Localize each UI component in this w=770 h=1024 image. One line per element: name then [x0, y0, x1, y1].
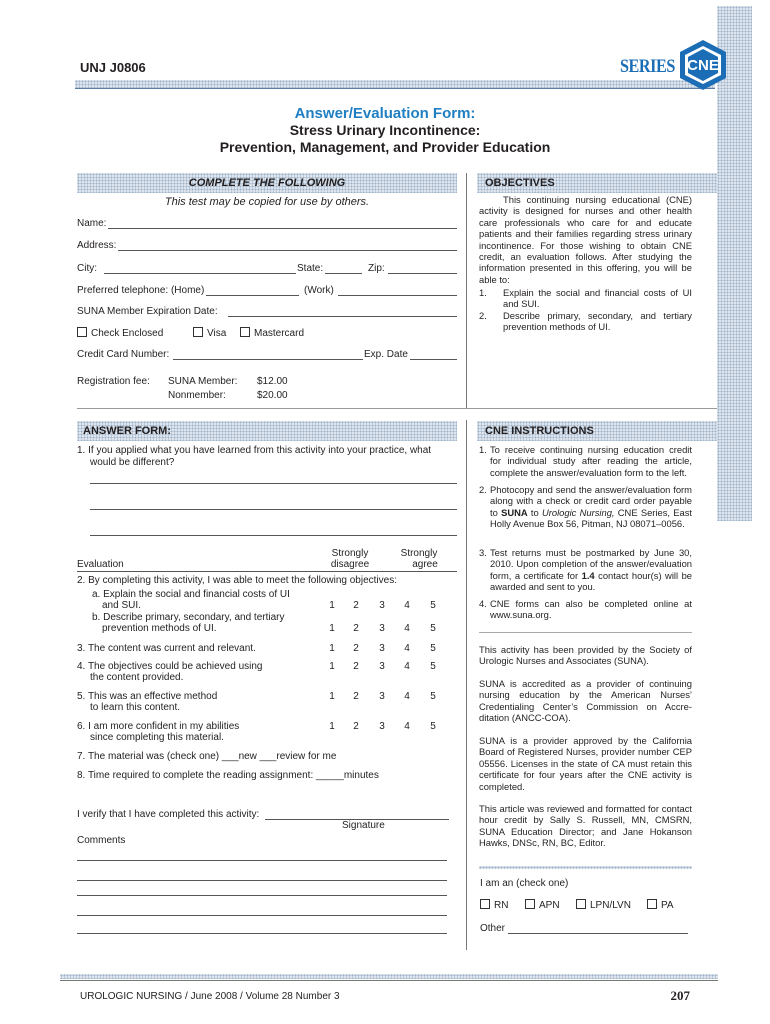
other-label: Other [480, 923, 506, 934]
rating-4: 4 [404, 643, 410, 654]
header-band [75, 80, 715, 88]
q7-text: 7. The material was (check one) ___new ___review for me [77, 751, 337, 762]
cne-instruction-3: 3. Test returns must be postmarked by June 30, 2010. Upon completion of the answer/evaluation form, a certificate for 1.4 contact hour(s) will be awarded and sent to you. [479, 547, 692, 593]
objectives-heading: OBJECTIVES [485, 177, 555, 189]
q2a-line1: a. Explain the social and financial costs of UI [92, 589, 290, 600]
rating-3: 3 [379, 600, 385, 611]
mastercard-checkbox[interactable] [240, 327, 250, 337]
suna-member-label: SUNA Member: [168, 376, 238, 387]
rating-5: 5 [430, 691, 436, 702]
rating-4: 4 [404, 691, 410, 702]
rating-3: 3 [379, 721, 385, 732]
rating-2: 2 [353, 643, 359, 654]
q5-line2: to learn this content. [90, 702, 181, 713]
accreditation-paragraph: SUNA is accredited as a provider of continuing nursing education by the American Nurses’ Credentialing Center’s Commission on Accreditation (ANCC-COA). [479, 678, 692, 724]
rating-1: 1 [329, 721, 335, 732]
role-divider [479, 866, 692, 869]
rating-4: 4 [404, 661, 410, 672]
journal-citation: UROLOGIC NURSING / June 2008 / Volume 28 Number 3 [80, 991, 340, 1002]
nonmember-label: Nonmember: [168, 390, 226, 401]
reviewer-paragraph: This article was reviewed and formatted for contact hour credit by Sally S. Russell, MN, CMSRN, SUNA Education Director; and Jane Hokanson Hawks, DNSc, RN, BC, Editor. [479, 803, 692, 849]
provider-paragraph: This activity has been provided by the Society of Urologic Nurses and Associates (SUNA). [479, 644, 692, 667]
rating-5: 5 [430, 600, 436, 611]
footer-band [60, 974, 718, 979]
role-rn-checkbox[interactable] [480, 899, 490, 909]
other-field[interactable] [508, 933, 688, 934]
visa-label: Visa [207, 328, 227, 339]
comments-line-3[interactable] [77, 895, 447, 896]
comments-line-1[interactable] [77, 860, 447, 861]
q4-line2: the content provided. [90, 672, 184, 683]
cne-heading-band [477, 421, 717, 441]
rating-2: 2 [353, 661, 359, 672]
complete-heading-band [77, 173, 457, 193]
address-label: Address: [77, 240, 117, 251]
suna-exp-label: SUNA Member Expiration Date: [77, 306, 218, 317]
rating-3: 3 [379, 661, 385, 672]
role-apn-option[interactable] [525, 899, 560, 912]
q2b-line1: b. Describe primary, secondary, and tertiary [92, 612, 285, 623]
suna-member-fee: $12.00 [257, 376, 288, 387]
q4-line1: 4. The objectives could be achieved using [77, 661, 263, 672]
evaluation-rule [77, 571, 457, 572]
series-word: SERIES [620, 56, 675, 77]
exp-date-label: Exp. Date [364, 349, 408, 360]
rating-4: 4 [404, 721, 410, 732]
q2a-line2: and SUI. [102, 600, 141, 611]
form-subtitle-1: Stress Urinary Incontinence: [289, 122, 481, 138]
rating-2: 2 [353, 721, 359, 732]
role-rn-option[interactable] [480, 899, 508, 912]
signature-label: Signature [342, 820, 385, 831]
check-enclosed-label: Check Enclosed [91, 328, 164, 339]
form-title: Answer/Evaluation Form: [294, 105, 476, 122]
role-pa-checkbox[interactable] [647, 899, 657, 909]
rating-1: 1 [329, 643, 335, 654]
role-rn-label: RN [494, 900, 509, 911]
cne-logo-text: CNE [687, 57, 719, 74]
strongly-disagree-1: Strongly [331, 548, 369, 559]
visa-option[interactable] [193, 327, 226, 340]
rating-4: 4 [404, 600, 410, 611]
cne-instruction-4: 4. CNE forms can also be completed online at www.suna.org. [479, 598, 692, 621]
q8-text: 8. Time required to complete the reading assignment: _____minutes [77, 770, 379, 781]
role-pa-option[interactable] [647, 899, 674, 912]
name-field[interactable] [108, 228, 457, 229]
objective-item-2: 2. Describe primary, secondary, and tertiary prevention methods of UI. [479, 310, 692, 333]
suna-exp-field[interactable] [228, 316, 457, 317]
complete-heading: COMPLETE THE FOLLOWING [188, 177, 346, 189]
role-prompt: I am an (check one) [480, 878, 569, 889]
answer-heading-band [77, 421, 457, 441]
rating-1: 1 [329, 623, 335, 634]
q3-text: 3. The content was current and relevant. [77, 643, 256, 654]
nonmember-fee: $20.00 [257, 390, 288, 401]
california-paragraph: SUNA is a provider approved by the California Board of Registered Nurses, provider number CEP 05556. Licenses in the state of CA must retain this certificate for four years after the CNE activity is completed. [479, 735, 692, 792]
objectives-text: This continuing nursing educational (CNE) activity is designed for nurses and other health care professionals who care for and educate patients and their families regarding stress urinary incontinence. For those wishing to obtain CNE credit, an evaluation follows. After studying the information presented in this offering, you will be able to: [479, 194, 692, 285]
q5-line1: 5. This was an effective method [77, 691, 218, 702]
name-label: Name: [77, 218, 107, 229]
reg-fee-label: Registration fee: [77, 376, 150, 387]
header-rule [75, 88, 715, 89]
rating-4: 4 [404, 623, 410, 634]
rating-1: 1 [329, 661, 335, 672]
cne-instruction-2: 2. Photocopy and send the answer/evaluation form along with a check or credit card order payable to SUNA to Urologic Nursing, CNE Series, East Holly Avenue Box 56, Pitman, NJ 08071–0056. [479, 484, 693, 530]
role-apn-label: APN [539, 900, 560, 911]
q1-answer-line-3[interactable] [90, 535, 457, 536]
work-phone-label: (Work) [304, 285, 334, 296]
comments-label: Comments [77, 835, 126, 846]
work-phone-field[interactable] [338, 295, 457, 296]
q6-line1: 6. I am more confident in my abilities [77, 721, 240, 732]
q2-text: 2. By completing this activity, I was able to meet the following objectives: [77, 575, 397, 586]
rating-5: 5 [430, 661, 436, 672]
role-lpn-option[interactable] [576, 899, 631, 912]
rating-3: 3 [379, 623, 385, 634]
role-lpn-label: LPN/LVN [590, 900, 631, 911]
page-number: 207 [670, 988, 690, 1003]
state-field[interactable] [325, 273, 362, 274]
footer-rule [60, 980, 718, 981]
q1-text-line2: would be different? [90, 457, 175, 468]
comments-line-2[interactable] [77, 880, 447, 881]
article-code: UNJ J0806 [80, 60, 146, 75]
q1-answer-line-2[interactable] [90, 509, 457, 510]
mastercard-label: Mastercard [254, 328, 305, 339]
rating-1: 1 [329, 600, 335, 611]
q1-answer-line-1[interactable] [90, 483, 457, 484]
visa-checkbox[interactable] [193, 327, 203, 337]
home-phone-field[interactable] [206, 295, 299, 296]
cc-number-field[interactable] [173, 359, 363, 360]
rating-2: 2 [353, 623, 359, 634]
rating-3: 3 [379, 643, 385, 654]
mastercard-option[interactable] [240, 327, 304, 340]
rating-2: 2 [353, 691, 359, 702]
column-divider-bottom [466, 420, 467, 950]
state-label: State: [297, 263, 324, 274]
comments-line-4[interactable] [77, 915, 447, 916]
objectives-heading-band [477, 173, 717, 193]
check-enclosed-option[interactable] [77, 327, 163, 340]
rating-1: 1 [329, 691, 335, 702]
strongly-agree-1: Strongly [400, 548, 438, 559]
role-pa-label: PA [661, 900, 674, 911]
q2b-line2: prevention methods of UI. [102, 623, 217, 634]
rating-3: 3 [379, 691, 385, 702]
strongly-disagree-2: disagree [330, 559, 370, 570]
verify-label: I verify that I have completed this activity: [77, 809, 260, 820]
rating-5: 5 [430, 643, 436, 654]
cc-number-label: Credit Card Number: [77, 349, 170, 360]
form-subtitle-2: Prevention, Management, and Provider Education [219, 139, 551, 155]
zip-label: Zip: [368, 263, 385, 274]
role-apn-checkbox[interactable] [525, 899, 535, 909]
q1-text-line1: 1. If you applied what you have learned from this activity into your practice, what [77, 445, 432, 456]
cne-divider [479, 632, 692, 633]
comments-line-5[interactable] [77, 933, 447, 934]
cne-logo-icon [676, 38, 730, 92]
cne-heading: CNE INSTRUCTIONS [485, 425, 594, 437]
cne-instruction-1: 1. To receive continuing nursing education credit for individual study after reading the article, complete the answer/evaluation form to the left. [479, 444, 692, 478]
zip-field[interactable] [388, 273, 457, 274]
home-phone-label: Preferred telephone: (Home) [77, 285, 205, 296]
evaluation-label: Evaluation [77, 559, 124, 570]
section-divider [77, 408, 717, 409]
exp-date-field[interactable] [410, 359, 457, 360]
strongly-agree-2: agree [412, 559, 438, 570]
objective-item-1: 1. Explain the social and financial costs of UI and SUI. [479, 287, 692, 310]
q6-line2: since completing this material. [90, 732, 224, 743]
address-field[interactable] [118, 250, 457, 251]
rating-2: 2 [353, 600, 359, 611]
column-divider-top [466, 173, 467, 408]
rating-5: 5 [430, 623, 436, 634]
role-lpn-checkbox[interactable] [576, 899, 586, 909]
rating-5: 5 [430, 721, 436, 732]
check-enclosed-checkbox[interactable] [77, 327, 87, 337]
answer-heading: ANSWER FORM: [83, 425, 171, 437]
city-field[interactable] [104, 273, 296, 274]
copy-note: This test may be copied for use by others. [164, 196, 370, 208]
city-label: City: [77, 263, 97, 274]
